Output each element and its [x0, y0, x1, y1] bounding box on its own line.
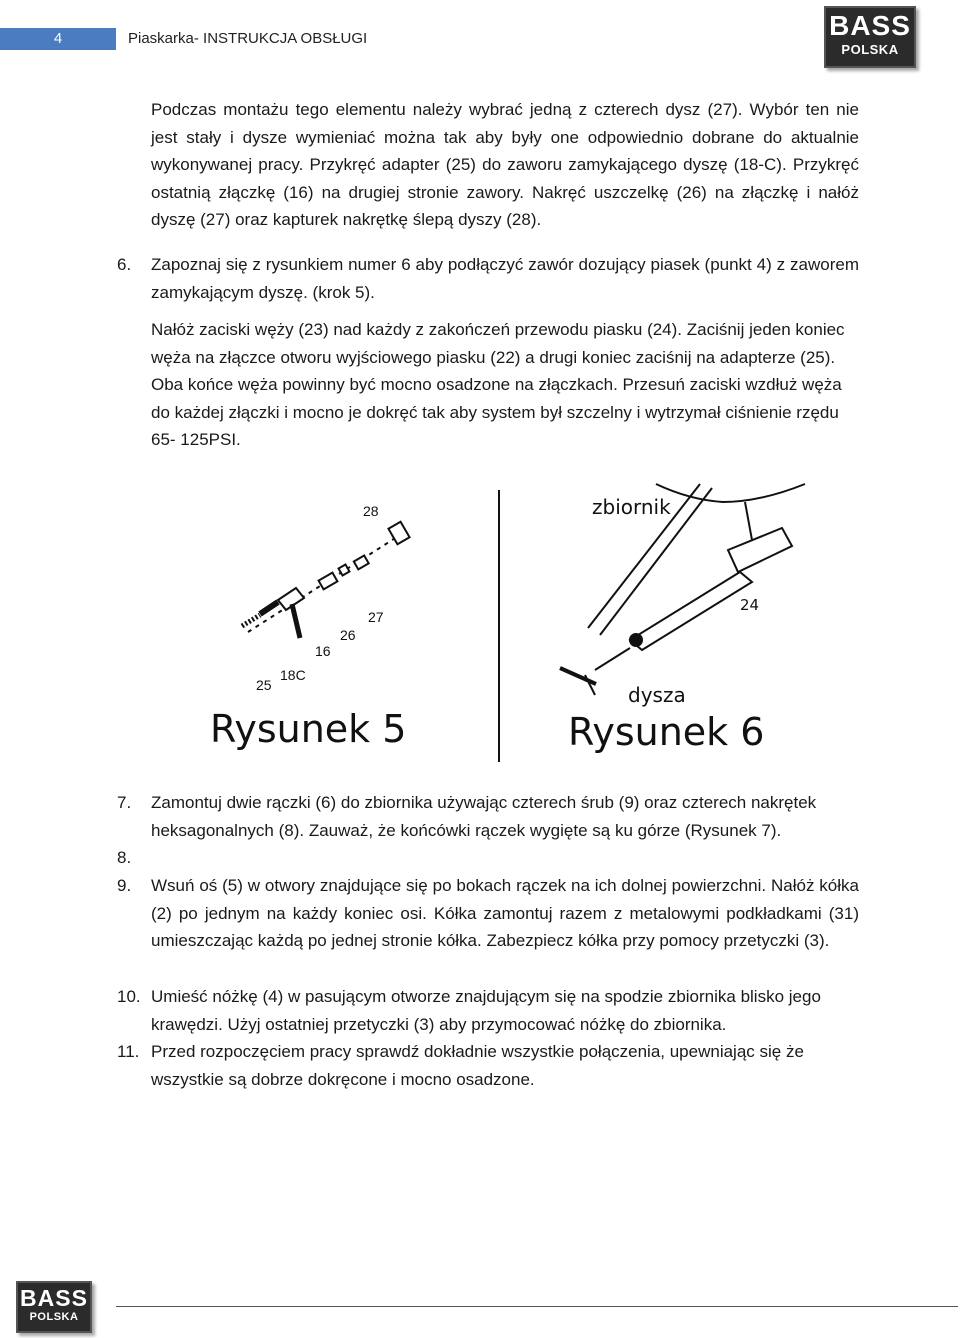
intro-paragraph: Podczas montażu tego elementu należy wybrać jedną z czterech dysz (27). Wybór ten nie jest stały i dysze wymieniać można tak aby były one odpowiednio dobrane do aktualnie wykonywanej pracy. Przykręć adapter (25) do zaworu zamykającego dyszę (18-C). Przykręć ostatnią złączkę (16) na drugiej stronie zawory. Nakręć uszczelkę (26) na złączkę i nałóż dyszę (27) oraz kapturek nakrętkę ślepą dyszy (28). [151, 100, 859, 229]
step-number: 8. [117, 848, 132, 867]
part-label: 16 [315, 643, 331, 659]
part-label: 27 [368, 609, 384, 625]
step6-paragraph: Nałóż zaciski węży (23) nad każdy z zakończeń przewodu piasku (24). Zaciśnij jeden koniec węża na złączce otworu wyjściowego piasku (22) a drugi koniec zaciśnij na adapterze (25). Oba końce węża powinny być mocno osadzone na złączkach. Przesuń zaciski wzdłuż węża do każdej złączki i mocno je dokręć tak aby system był szczelny i wytrzymał ciśnienie rzędu 65- 125PSI. [151, 320, 845, 449]
logo-text-main: BASS [829, 10, 911, 41]
part-label: 28 [363, 503, 379, 519]
step-number: 7. [117, 793, 132, 812]
step-text: Wsuń oś (5) w otwory znajdujące się po bokach rączek na ich dolnej powierzchni. Nałóż kółka (2) po jednym na każdy koniec osi. Kółka zamontuj razem z metalowymi podkładkami (31) umieszczając każdą po jednej stronie kółka. Zabezpiecz kółka przy pomocy przetyczki (3). [151, 876, 859, 950]
step-number: 6. [117, 255, 132, 274]
footer-brand-logo [16, 1281, 92, 1333]
figure-5-caption: Rysunek 5 [210, 707, 407, 751]
footer-divider [116, 1306, 958, 1307]
step-text: Zapoznaj się z rysunkiem numer 6 aby podłączyć zawór dozujący piasek (punkt 4) z zaworem zamykającym dyszę. (krok 5). [151, 255, 859, 302]
label-tank: zbiornik [592, 495, 671, 519]
logo-text-main: BASS [20, 1285, 88, 1311]
logo-text-sub: POLSKA [29, 1311, 79, 1323]
logo-text-sub: POLSKA [841, 42, 899, 57]
document-title: Piaskarka- INSTRUKCJA OBSŁUGI [128, 30, 368, 47]
step-number: 11. [117, 1042, 140, 1061]
step-number: 10. [117, 987, 141, 1006]
figure-5-drawing [242, 522, 410, 638]
part-label: 25 [256, 677, 272, 693]
figure-6-caption: Rysunek 6 [568, 710, 765, 754]
part-label: 26 [340, 627, 356, 643]
part-label: 18C [280, 667, 306, 683]
page-number: 4 [53, 30, 63, 47]
assembly-figures [200, 480, 820, 765]
step-text: Przed rozpoczęciem pracy sprawdź dokładnie wszystkie połączenia, upewniając się że wszystkie są dobrze dokręcone i mocno osadzone. [151, 1042, 804, 1089]
label-nozzle: dysza [628, 683, 686, 707]
brand-logo [824, 6, 916, 68]
step-number: 9. [117, 876, 132, 895]
step-text: Zamontuj dwie rączki (6) do zbiornika używając czterech śrub (9) oraz czterech nakrętek heksagonalnych (8). Zauważ, że końcówki rączek wygięte są ku górze (Rysunek 7). [151, 793, 817, 840]
step-text: Umieść nóżkę (4) w pasującym otworze znajdującym się na spodzie zbiornika blisko jego krawędzi. Użyj ostatniej przetyczki (3) aby przymocować nóżkę do zbiornika. [151, 987, 821, 1034]
part-label: 24 [740, 596, 760, 614]
